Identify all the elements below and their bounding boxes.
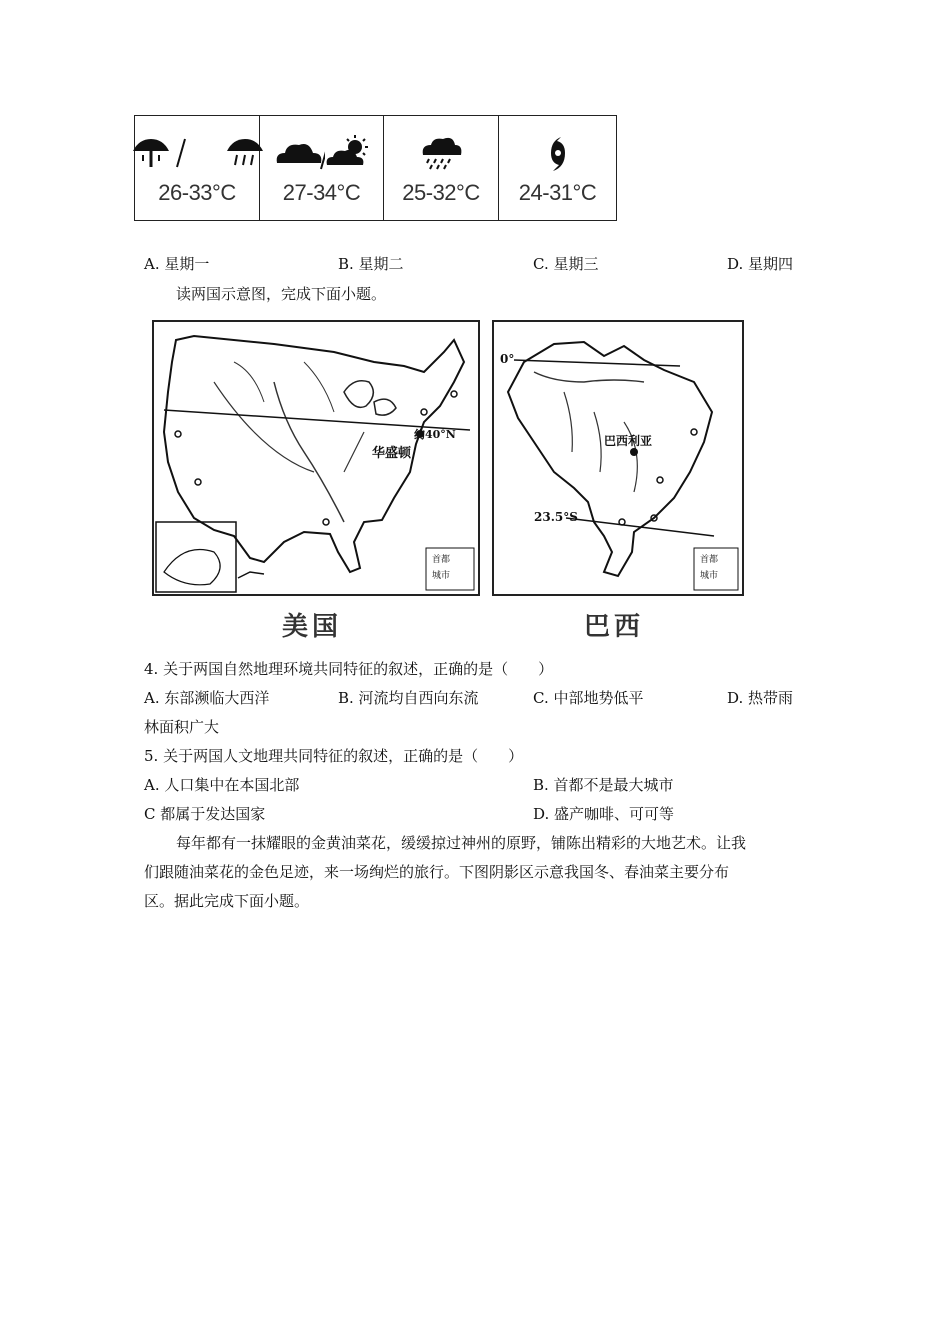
q3-option-c[interactable]: C. 星期三: [533, 255, 599, 273]
weather-day-3: [384, 116, 499, 220]
weather-temp: 27-34°C: [282, 180, 361, 205]
weather-forecast-table: [134, 115, 617, 221]
passage-line-3: 区。据此完成下面小题。: [144, 892, 310, 910]
cloudy-icon: [273, 133, 325, 173]
q5-option-a[interactable]: A. 人口集中在本国北部: [144, 776, 300, 794]
brazil-capital-label: 巴西利亚: [604, 434, 653, 448]
brazil-equator-label: 0°: [500, 352, 515, 366]
usa-map: [152, 320, 480, 596]
q5-option-d[interactable]: D. 盛产咖啡、可可等: [533, 805, 675, 823]
q4-option-a[interactable]: A. 东部濒临大西洋: [144, 689, 270, 707]
usa-lat-label: 约40°N: [414, 428, 456, 441]
partly-sunny-icon: [325, 133, 371, 173]
weather-day-2: [260, 116, 384, 220]
brazil-tropic-label: 23.5°S: [534, 510, 578, 524]
weather-temp: 25-32°C: [402, 180, 480, 205]
q5-option-b[interactable]: B. 首都不是最大城市: [533, 776, 674, 794]
heavy-rain-icon: [129, 133, 225, 173]
q4-stem: 4. 关于两国自然地理环境共同特征的叙述，正确的是（ ）: [144, 660, 554, 678]
brazil-map: [492, 320, 744, 596]
passage-line-1: 每年都有一抹耀眼的金黄油菜花，缓缓掠过神州的原野，铺陈出精彩的大地艺术。让我: [176, 834, 747, 852]
usa-legend-capital: 首都: [432, 555, 451, 565]
usa-map-title: 美国: [282, 612, 343, 642]
q5-stem: 5. 关于两国人文地理共同特征的叙述，正确的是（ ）: [144, 747, 524, 765]
q3-option-b[interactable]: B. 星期二: [338, 255, 404, 273]
brazil-legend: [700, 552, 718, 584]
passage-line-2: 们跟随油菜花的金色足迹，来一场绚烂的旅行。下图阴影区示意我国冬、春油菜主要分布: [144, 863, 730, 881]
usa-map-drawing: [154, 322, 478, 594]
q5-option-c[interactable]: C 都属于发达国家: [144, 805, 266, 823]
brazil-legend-city: 城市: [700, 571, 719, 581]
weather-temp: 26-33°C: [158, 180, 236, 205]
maps-intro: 读两国示意图，完成下面小题。: [176, 285, 387, 303]
rain-icon: [225, 133, 265, 173]
weather-day-4: [499, 116, 616, 220]
q4-option-b[interactable]: B. 河流均自西向东流: [338, 689, 479, 707]
q4-option-d[interactable]: D. 热带雨: [727, 689, 794, 707]
weather-temp: 24-31°C: [518, 180, 597, 205]
typhoon-icon: [543, 133, 573, 173]
brazil-map-title: 巴西: [584, 612, 645, 642]
q4-option-c[interactable]: C. 中部地势低平: [533, 689, 644, 707]
rain-cloud-icon: [419, 133, 463, 173]
q3-option-a[interactable]: A. 星期一: [144, 255, 210, 273]
brazil-legend-capital: 首都: [700, 555, 719, 565]
usa-legend-city: 城市: [432, 571, 451, 581]
q3-option-d[interactable]: D. 星期四: [727, 255, 794, 273]
usa-legend: [432, 552, 450, 584]
weather-day-1: [135, 116, 260, 220]
q4-option-d-wrap: 林面积广大: [144, 718, 220, 736]
usa-capital-label: 华盛顿: [372, 446, 412, 461]
